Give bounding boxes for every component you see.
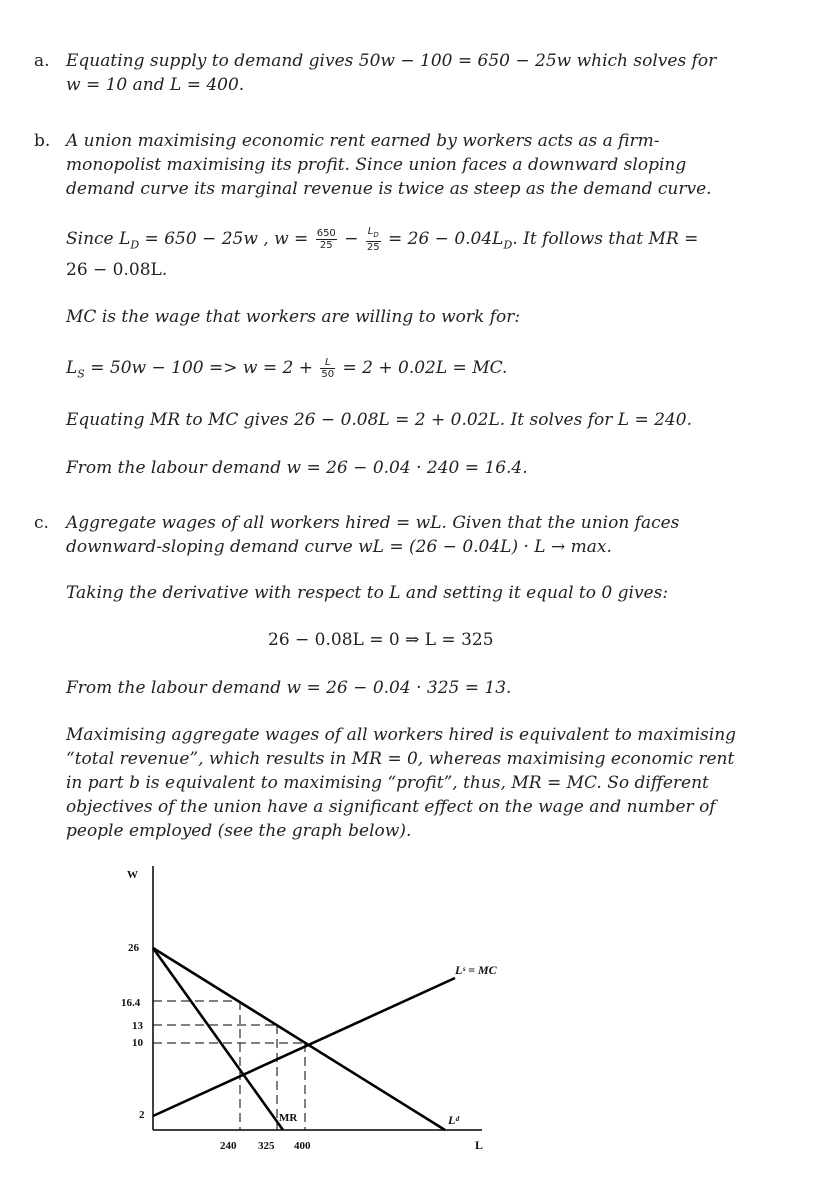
eq1-post-a: = 26 − 0.04L	[382, 229, 504, 249]
part-a-label: a.	[34, 51, 50, 71]
x-tick-240: 240	[220, 1140, 237, 1152]
eq1-post-b: . It follows that MR =	[512, 229, 699, 249]
frac2-num-sub: D	[373, 231, 379, 239]
part-b-line-2: monopolist maximising its profit. Since union faces a downward sloping	[66, 155, 687, 175]
eq2-mid: = 50w − 100 => w = 2 +	[84, 358, 319, 378]
mc-description: MC is the wage that workers are willing to work for:	[66, 307, 521, 327]
fraction-l-50	[320, 357, 335, 380]
supply-mc-curve	[153, 978, 455, 1116]
frac3-num: L	[320, 357, 335, 369]
summary-line-4: objectives of the union have a significant effect on the wage and number of	[66, 797, 716, 817]
fraction-ld-25	[366, 226, 381, 253]
eq2-post: = 2 + 0.02L = MC.	[337, 358, 508, 378]
fraction-650-25	[316, 228, 337, 251]
labour-demand-equation	[66, 222, 698, 262]
wage-result-c: From the labour demand w = 26 − 0.04 · 325 = 13.	[66, 678, 512, 698]
eq2-sub: S	[77, 367, 85, 381]
eq1-post-sub: D	[503, 238, 513, 252]
eq1-mid: = 650 − 25w , w =	[139, 229, 314, 249]
part-b-line-3: demand curve its marginal revenue is twice as steep as the demand curve.	[66, 179, 712, 199]
demand-label: Lᵈ	[448, 1113, 459, 1127]
y-tick-13: 13	[132, 1020, 143, 1032]
derivative-description: Taking the derivative with respect to L and setting it equal to 0 gives:	[66, 583, 669, 603]
frac1-num: 650	[316, 228, 336, 239]
supply-mc-label: Lˢ = MC	[455, 963, 497, 977]
eq1-sub: D	[130, 238, 140, 252]
labour-supply-equation	[66, 351, 507, 391]
y-tick-26: 26	[128, 942, 139, 954]
frac1-den: 25	[319, 240, 333, 251]
frac2-den: 25	[366, 242, 380, 253]
mr-equation: 26 − 0.08L.	[66, 260, 168, 280]
y-tick-2: 2	[139, 1109, 145, 1121]
part-a-line-1: Equating supply to demand gives 50w − 100 = 650 − 25w which solves for	[66, 51, 717, 71]
summary-line-1: Maximising aggregate wages of all workers hired is equivalent to maximising	[66, 725, 737, 745]
x-tick-325: 325	[258, 1140, 275, 1152]
y-tick-10: 10	[132, 1037, 143, 1049]
summary-line-2: “total revenue”, which results in MR = 0, whereas maximising economic rent	[66, 749, 735, 769]
centered-equation: 26 − 0.08L = 0 ⇒ L = 325	[268, 630, 494, 650]
y-axis-label: W	[127, 869, 138, 881]
wage-result-b: From the labour demand w = 26 − 0.04 · 240 = 16.4.	[66, 458, 528, 478]
eq1-minus: −	[338, 229, 364, 249]
y-tick-16-4: 16.4	[121, 997, 141, 1009]
summary-line-5: people employed (see the graph below).	[66, 821, 412, 841]
x-axis-label: L	[475, 1138, 484, 1152]
mr-curve	[153, 948, 283, 1130]
mr-mc-equation: Equating MR to MC gives 26 − 0.08L = 2 + 0.02L. It solves for L = 240.	[66, 410, 692, 430]
part-c-line-2: downward-sloping demand curve wL = (26 − 0.04L) · L → max.	[66, 537, 612, 557]
part-a-line-2: w = 10 and L = 400.	[66, 75, 245, 95]
labour-market-graph	[0, 848, 822, 1188]
eq1-pre: Since L	[66, 229, 131, 249]
frac3-den: 50	[321, 369, 335, 380]
summary-line-3: in part b is equivalent to maximising “profit”, thus, MR = MC. So different	[66, 773, 709, 793]
part-c-line-1: Aggregate wages of all workers hired = wL. Given that the union faces	[66, 513, 680, 533]
demand-curve	[153, 948, 445, 1130]
part-b-label: b.	[34, 131, 51, 151]
part-b-line-1: A union maximising economic rent earned by workers acts as a firm-	[66, 131, 660, 151]
x-tick-400: 400	[294, 1140, 311, 1152]
mr-label: MR	[279, 1112, 298, 1124]
frac2-num: L	[367, 226, 374, 237]
eq2-pre: L	[66, 358, 78, 378]
part-c-label: c.	[34, 513, 49, 533]
